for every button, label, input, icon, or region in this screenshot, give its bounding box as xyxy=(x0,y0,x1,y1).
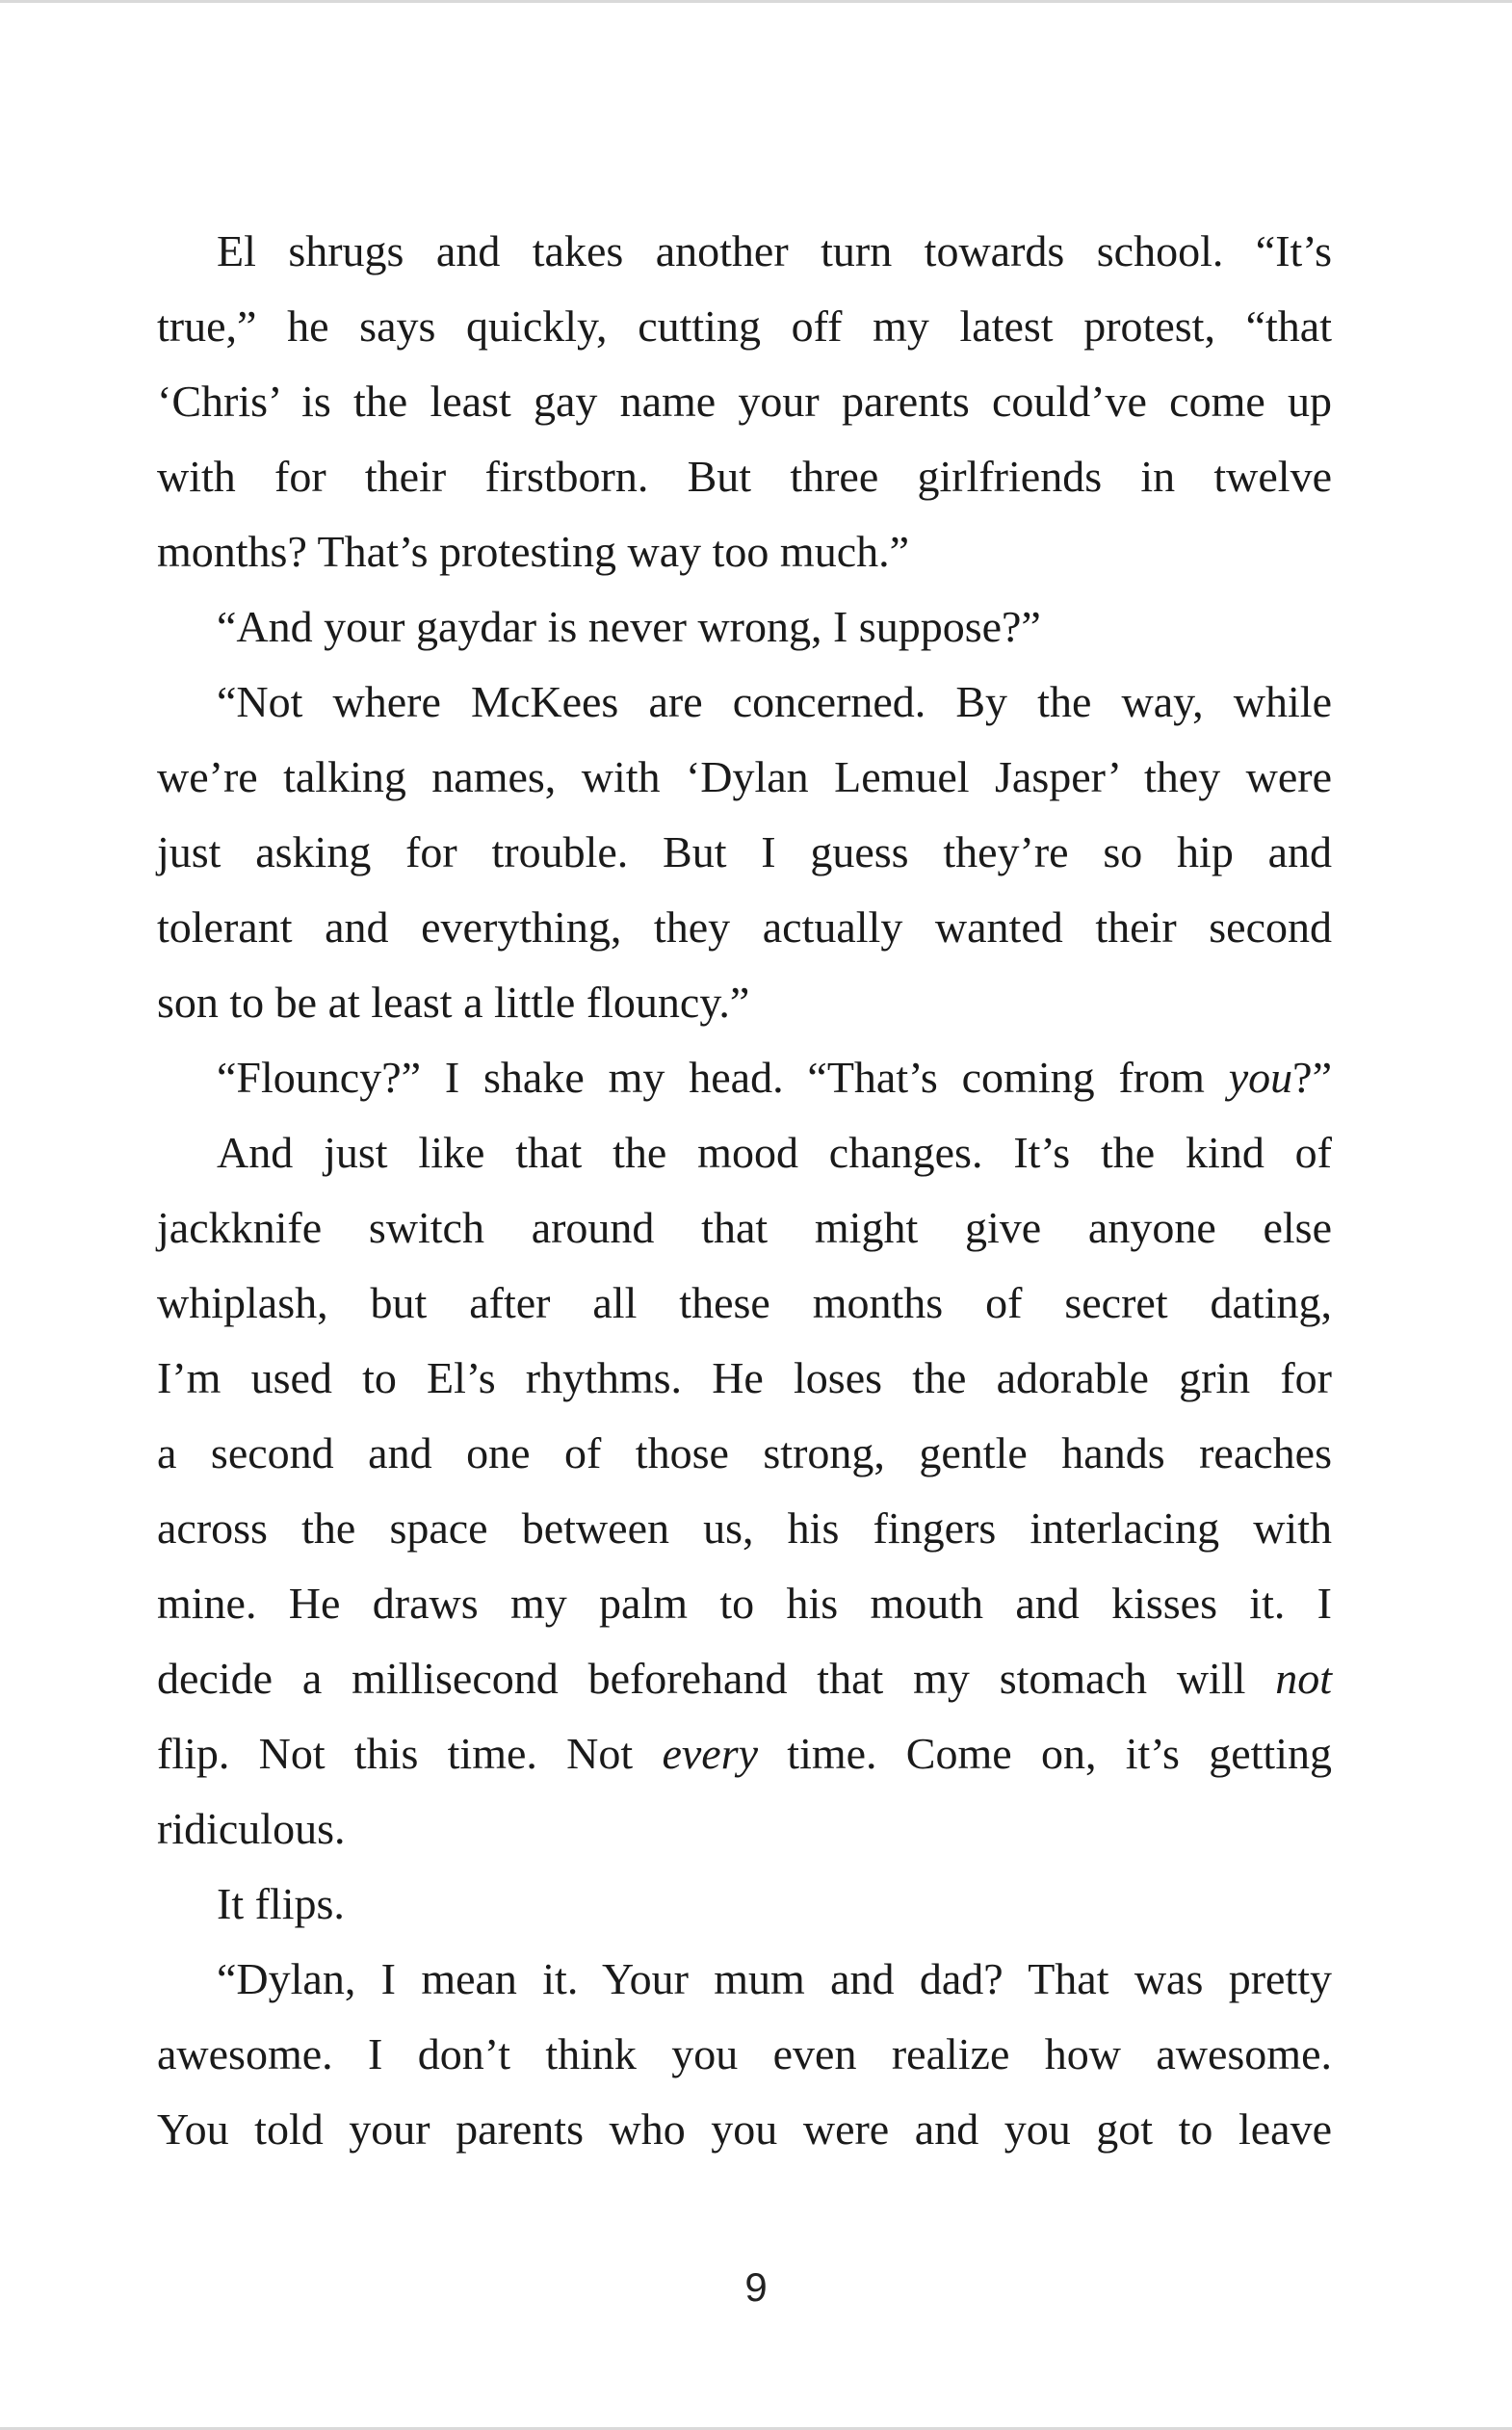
text-line: months? That’s protesting way too much.” xyxy=(157,527,910,576)
text-line: mine. He draws my palm to his mouth and kisses it. I xyxy=(157,1579,1332,1628)
text-line: “Flouncy?” I shake my head. “That’s coming from you?” xyxy=(217,1053,1332,1102)
text-line: “And your gaydar is never wrong, I suppose?” xyxy=(217,602,1041,651)
text-line: ridiculous. xyxy=(157,1804,346,1853)
text-line: across the space between us, his fingers interlacing with xyxy=(157,1503,1332,1553)
text-line: ‘Chris’ is the least gay name your parents could’ve come up xyxy=(157,377,1332,426)
text-line: true,” he says quickly, cutting off my latest protest, “that xyxy=(157,301,1332,351)
text-line: flip. Not this time. Not every time. Come on, it’s getting xyxy=(157,1729,1332,1778)
text-line: It flips. xyxy=(217,1879,345,1928)
text-line: whiplash, but after all these months of secret dating, xyxy=(157,1278,1332,1327)
text-line: awesome. I don’t think you even realize how awesome. xyxy=(157,2029,1332,2078)
text-line: “Not where McKees are concerned. By the way, while xyxy=(217,677,1332,726)
scan-edge-top xyxy=(0,0,1512,3)
text-line: tolerant and everything, they actually wanted their second xyxy=(157,902,1332,952)
text-line: son to be at least a little flouncy.” xyxy=(157,978,750,1027)
text-line: I’m used to El’s rhythms. He loses the adorable grin for xyxy=(157,1353,1332,1402)
text-line: with for their firstborn. But three girlfriends in twelve xyxy=(157,452,1332,501)
text-line: jackknife switch around that might give anyone else xyxy=(157,1203,1332,1252)
page-number: 9 xyxy=(744,2264,768,2310)
text-line: And just like that the mood changes. It’s the kind of xyxy=(217,1128,1332,1177)
text-line: a second and one of those strong, gentle hands reaches xyxy=(157,1428,1332,1477)
text-line: decide a millisecond beforehand that my stomach will not xyxy=(157,1654,1332,1703)
body-text xyxy=(157,218,1332,2171)
text-line: “Dylan, I mean it. Your mum and dad? That was pretty xyxy=(217,1954,1332,2003)
text-line: just asking for trouble. But I guess they’re so hip and xyxy=(157,827,1332,876)
text-line: El shrugs and takes another turn towards school. “It’s xyxy=(217,226,1332,275)
text-line: we’re talking names, with ‘Dylan Lemuel Jasper’ they were xyxy=(157,752,1332,801)
text-line: You told your parents who you were and you got to leave xyxy=(157,2104,1332,2154)
